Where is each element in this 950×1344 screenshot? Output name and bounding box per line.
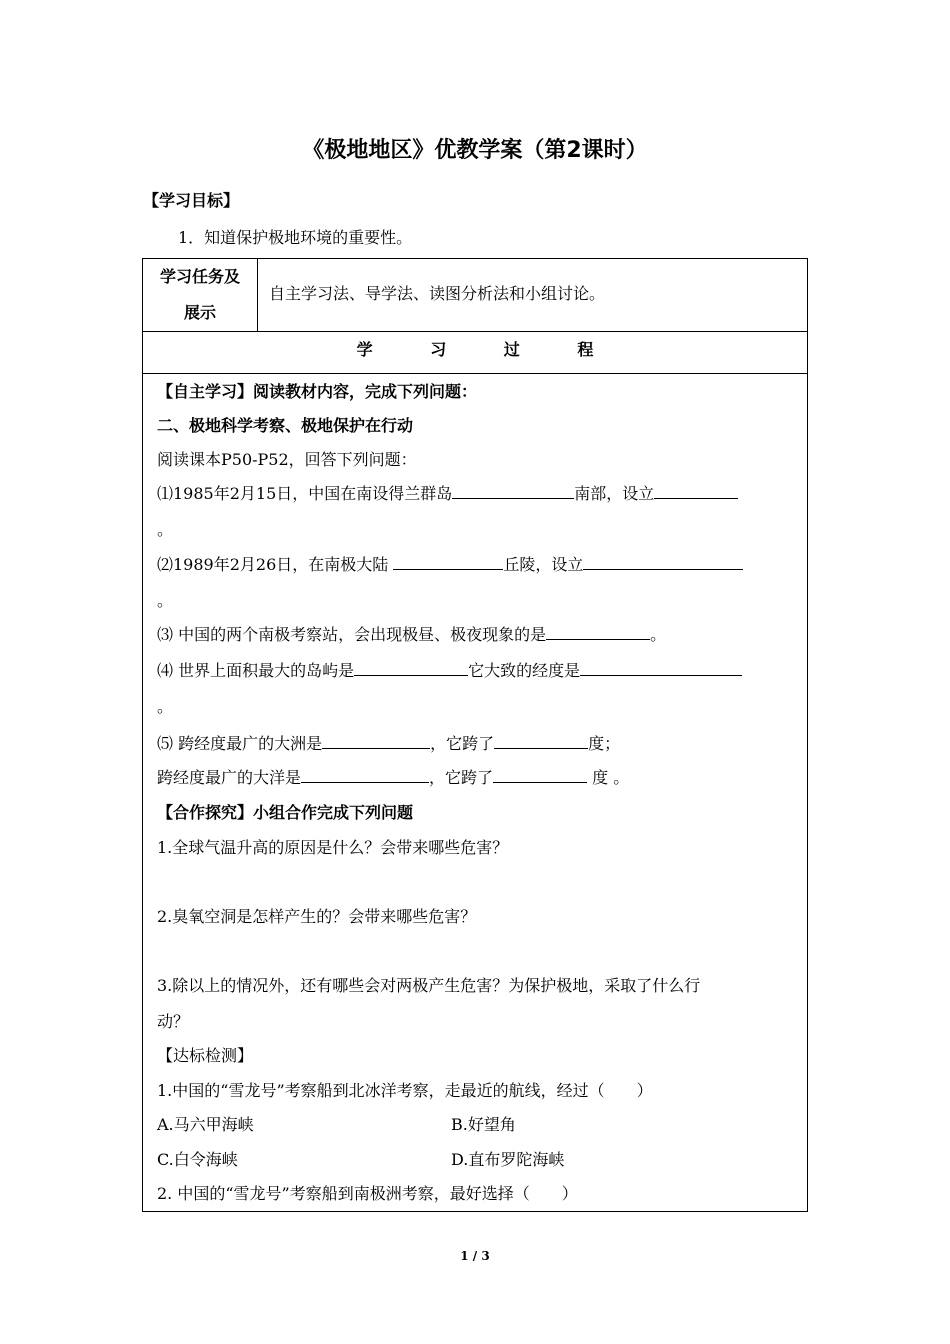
answer-blank xyxy=(580,661,742,676)
table-divider xyxy=(143,373,807,374)
cooperative-question-3-line-2: 动？ xyxy=(157,1012,190,1031)
question-6 xyxy=(157,765,629,788)
question-4 xyxy=(157,658,742,681)
question-3-part-b: 。 xyxy=(650,625,667,644)
answer-blank xyxy=(494,734,588,749)
methods-text: 自主学习法、导学法、读图分析法和小组讨论。 xyxy=(269,284,606,303)
question-5-part-b: ，它跨了 xyxy=(430,734,495,753)
option-c: C.白令海峡 xyxy=(157,1150,238,1169)
question-4-end: 。 xyxy=(157,697,174,716)
reading-instruction: 阅读课本P50-P52，回答下列问题： xyxy=(157,450,417,469)
option-b: B.好望角 xyxy=(451,1115,516,1134)
option-d: D.直布罗陀海峡 xyxy=(451,1150,565,1169)
process-heading xyxy=(143,337,807,360)
question-5-part-a: ⑸ 跨经度最广的大洲是 xyxy=(157,734,323,753)
question-1-part-a: ⑴1985年2月15日，中国在南设得兰群岛 xyxy=(157,484,453,503)
question-5 xyxy=(157,731,620,754)
goals-heading: 【学习目标】 xyxy=(143,191,240,210)
cooperative-question-3-line-1: 3.除以上的情况外，还有哪些会对两极产生危害？为保护极地，采取了什么行 xyxy=(157,976,701,995)
option-a: A.马六甲海峡 xyxy=(157,1115,254,1134)
test-heading: 【达标检测】 xyxy=(157,1046,254,1065)
answer-blank xyxy=(452,484,574,499)
question-2-end: 。 xyxy=(157,591,174,610)
cooperative-heading: 【合作探究】小组合作完成下列问题 xyxy=(157,803,414,822)
answer-blank xyxy=(322,734,430,749)
process-char: 学 xyxy=(356,340,373,359)
question-6-part-c: 度 。 xyxy=(592,768,630,787)
answer-blank xyxy=(493,768,587,783)
cooperative-question-2: 2.臭氧空洞是怎样产生的？会带来哪些危害？ xyxy=(157,907,477,926)
test-question-2: 2. 中国的“雪龙号”考察船到南极洲考察，最好选择（ ） xyxy=(157,1184,578,1203)
answer-blank xyxy=(393,555,503,570)
question-6-part-b: ，它跨了 xyxy=(429,768,494,787)
question-2 xyxy=(157,552,743,575)
answer-blank xyxy=(583,555,743,570)
process-char: 程 xyxy=(577,340,594,359)
answer-blank xyxy=(354,661,468,676)
study-table xyxy=(142,258,808,1212)
task-label-cell xyxy=(143,259,257,332)
question-5-part-c: 度； xyxy=(588,734,621,753)
question-6-part-a: 跨经度最广的大洋是 xyxy=(157,768,302,787)
question-1 xyxy=(157,481,738,504)
answer-blank xyxy=(301,768,429,783)
answer-blank xyxy=(654,484,738,499)
question-3-part-a: ⑶ 中国的两个南极考察站，会出现极昼、极夜现象的是 xyxy=(157,625,547,644)
question-1-end: 。 xyxy=(157,520,174,539)
answer-blank xyxy=(546,625,650,640)
question-4-part-b: 它大致的经度是 xyxy=(468,661,581,680)
process-char: 过 xyxy=(503,340,520,359)
process-char: 习 xyxy=(430,340,447,359)
question-2-part-b: 丘陵，设立 xyxy=(503,555,584,574)
page-title: 《极地地区》优教学案（第2课时） xyxy=(302,138,648,163)
page-number: 1 / 3 xyxy=(460,1249,490,1263)
question-3 xyxy=(157,622,666,645)
self-study-heading: 【自主学习】阅读教材内容，完成下列问题： xyxy=(157,382,478,401)
section-heading: 二、极地科学考察、极地保护在行动 xyxy=(157,416,414,435)
question-4-part-a: ⑷ 世界上面积最大的岛屿是 xyxy=(157,661,355,680)
table-column-divider xyxy=(257,259,258,332)
task-label-line-1: 学习任务及 xyxy=(159,267,240,286)
goal-item-1: 1．知道保护极地环境的重要性。 xyxy=(178,228,413,247)
question-1-part-b: 南部，设立 xyxy=(574,484,655,503)
cooperative-question-1: 1.全球气温升高的原因是什么？会带来哪些危害？ xyxy=(157,838,509,857)
task-label-line-2: 展示 xyxy=(183,303,216,322)
question-2-part-a: ⑵1989年2月26日，在南极大陆 xyxy=(157,555,389,574)
test-question-1: 1.中国的“雪龙号”考察船到北冰洋考察，走最近的航线，经过（ ） xyxy=(157,1081,653,1100)
